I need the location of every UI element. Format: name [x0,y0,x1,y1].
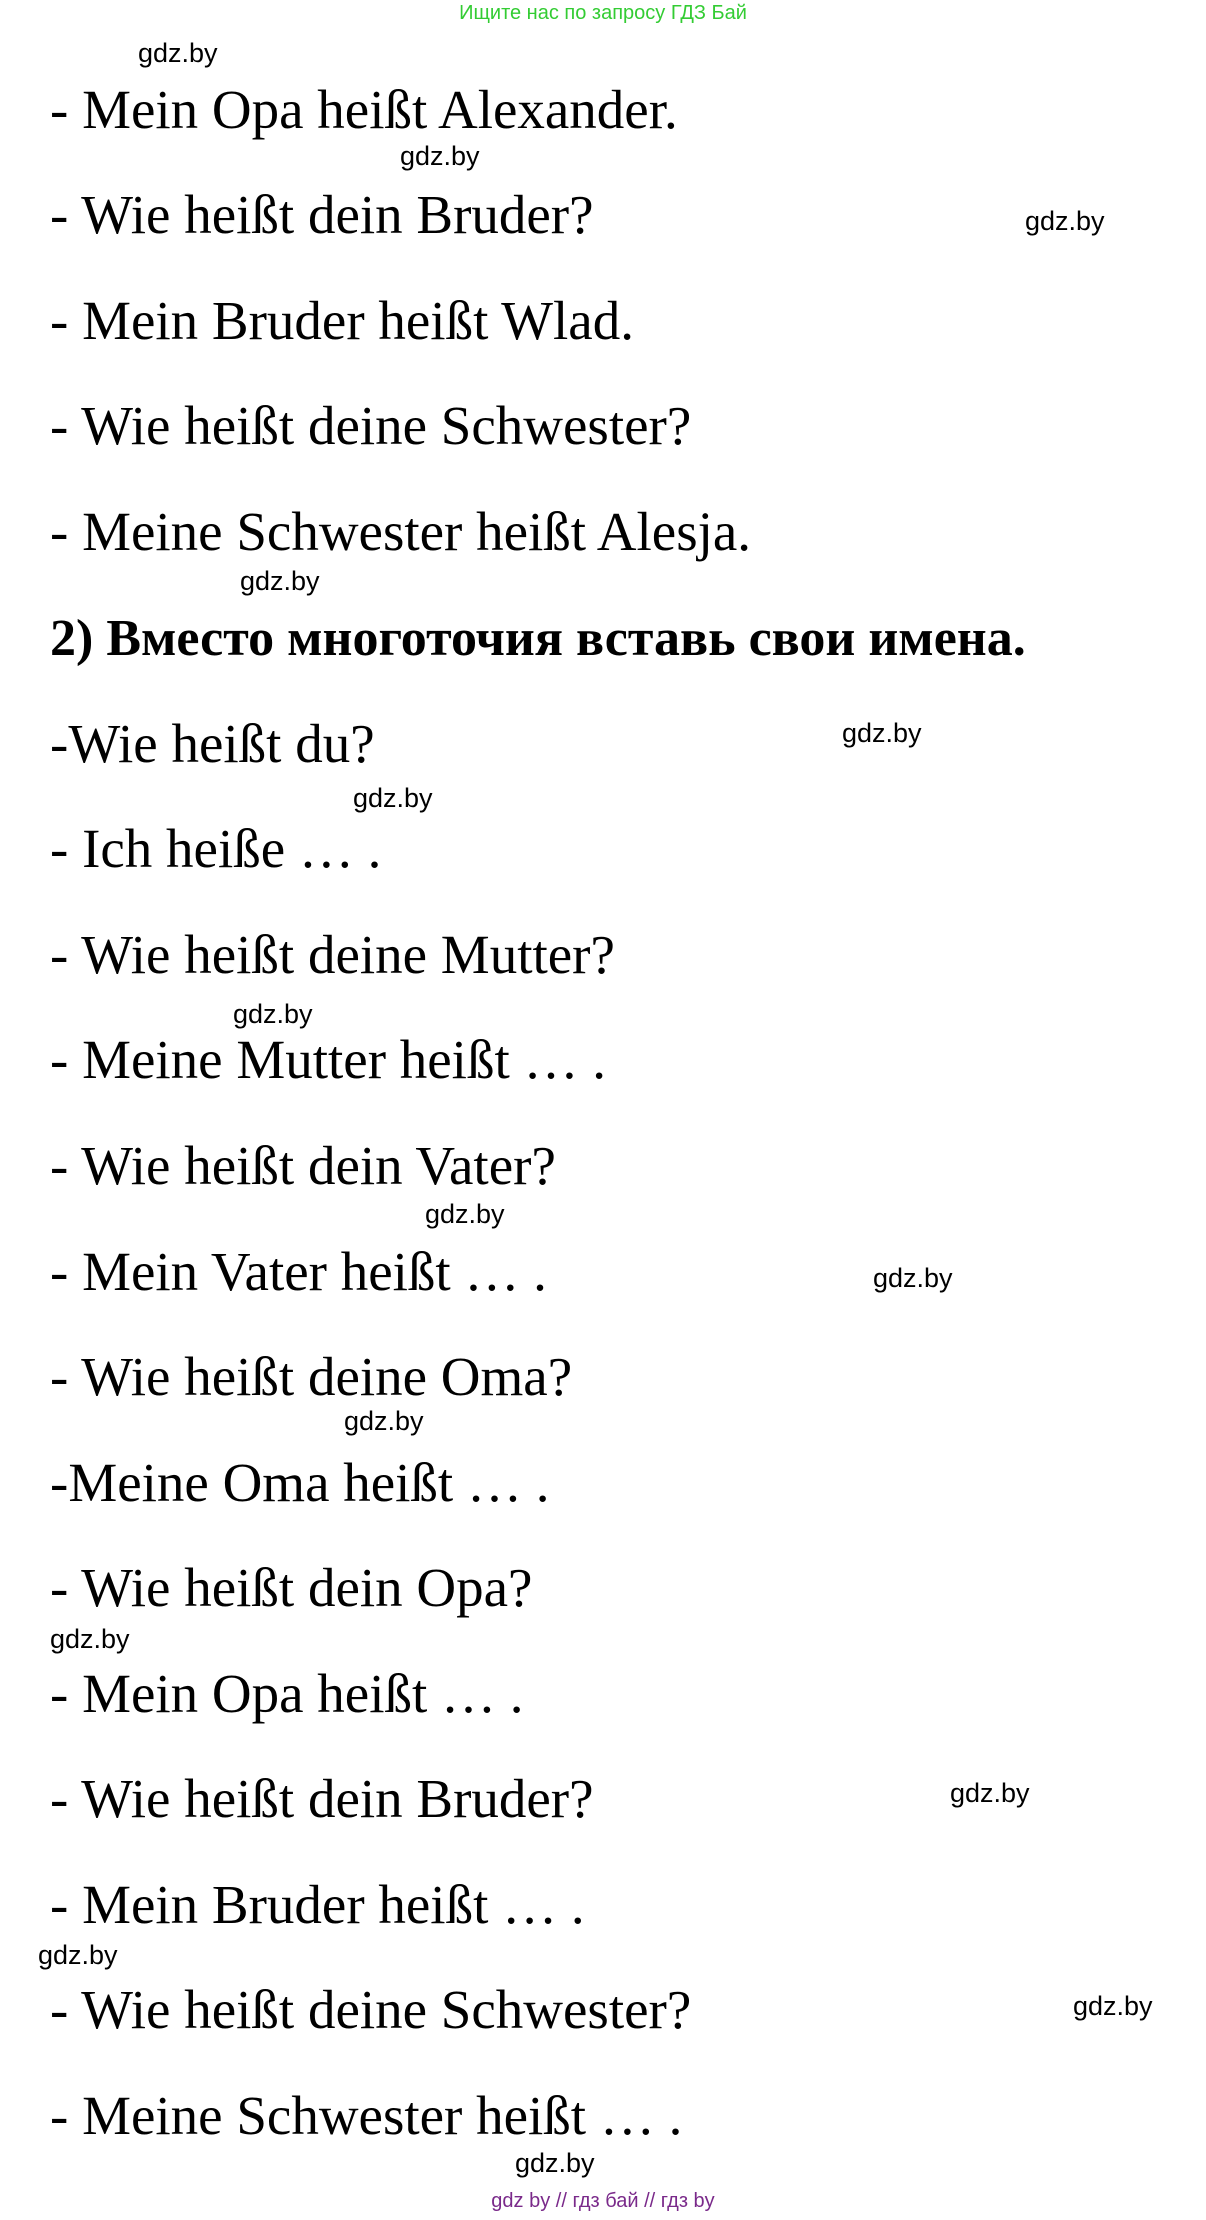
dialogue-line: - Ich heiße … . [50,818,382,879]
watermark: gdz.by [233,999,313,1029]
watermark: gdz.by [400,141,480,171]
watermark: gdz.by [353,783,433,813]
dialogue-line: - Meine Schwester heißt … . [50,2085,683,2146]
watermark: gdz.by [240,566,320,596]
dialogue-line: - Mein Opa heißt Alexander. [50,79,678,140]
dialogue-line: -Wie heißt du? [50,713,375,774]
dialogue-line: - Wie heißt deine Schwester? [50,1979,692,2040]
dialogue-line: - Wie heißt dein Vater? [50,1135,556,1196]
dialogue-line: - Wie heißt dein Bruder? [50,1768,594,1829]
watermark: gdz.by [138,38,218,68]
watermark: gdz.by [515,2148,595,2178]
watermark: gdz.by [38,1940,118,1970]
watermark: gdz.by [344,1406,424,1436]
watermark: gdz.by [425,1199,505,1229]
watermark: gdz.by [950,1778,1030,1808]
watermark: gdz.by [50,1624,130,1654]
dialogue-line: - Meine Schwester heißt Alesja. [50,501,752,562]
dialogue-line: -Meine Oma heißt … . [50,1452,550,1513]
watermark: gdz.by [1073,1991,1153,2021]
dialogue-line: - Mein Bruder heißt … . [50,1874,585,1935]
dialogue-line: - Mein Bruder heißt Wlad. [50,290,634,351]
dialogue-line: - Wie heißt deine Oma? [50,1346,573,1407]
watermark: gdz.by [842,718,922,748]
footer-links[interactable]: gdz by // гдз бай // гдз by [491,2190,715,2212]
search-banner[interactable]: Ищите нас по запросу ГДЗ Бай [459,2,747,24]
dialogue-line: - Wie heißt deine Schwester? [50,395,692,456]
watermark: gdz.by [873,1263,953,1293]
task-heading: 2) Вместо многоточия вставь свои имена. [50,610,1026,667]
dialogue-line: - Mein Vater heißt … . [50,1241,547,1302]
dialogue-line: - Mein Opa heißt … . [50,1663,524,1724]
dialogue-line: - Meine Mutter heißt … . [50,1029,606,1090]
dialogue-line: - Wie heißt dein Opa? [50,1557,533,1618]
dialogue-line: - Wie heißt deine Mutter? [50,924,615,985]
watermark: gdz.by [1025,206,1105,236]
dialogue-line: - Wie heißt dein Bruder? [50,184,594,245]
